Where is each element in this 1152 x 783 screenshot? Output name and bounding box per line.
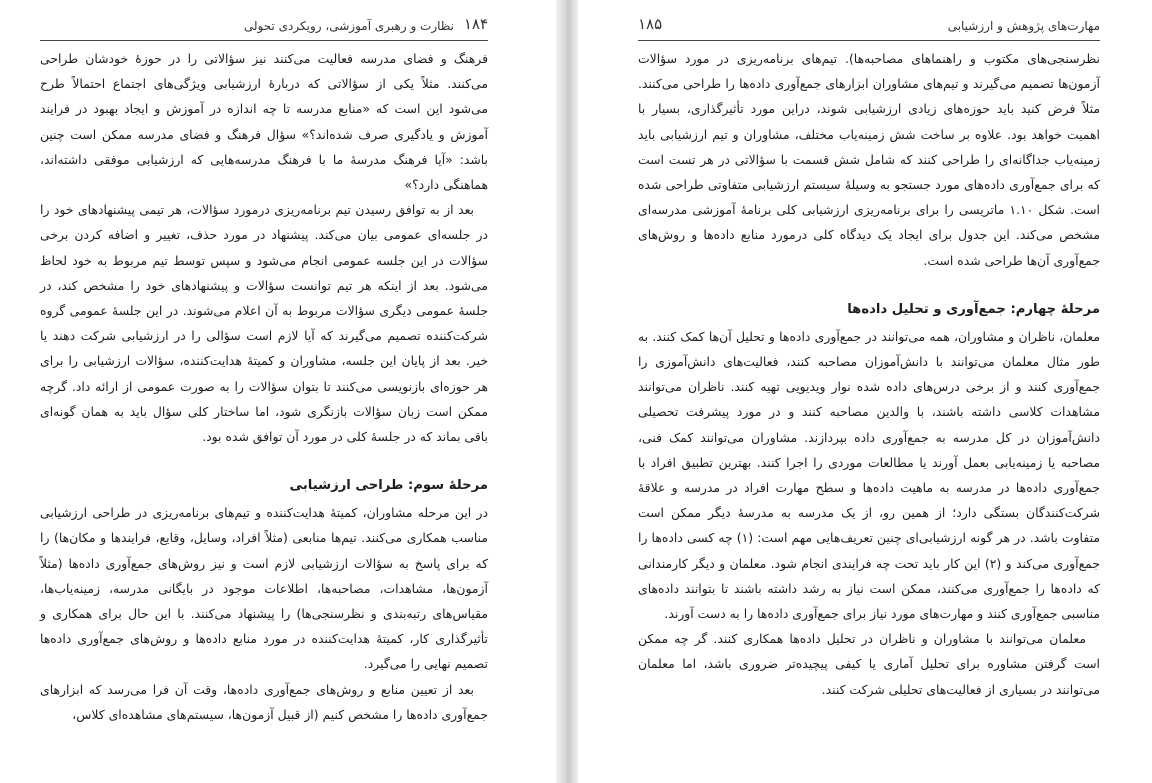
right-page-body — [638, 46, 1100, 702]
right-section-paragraph-2: معلمان می‌توانند با مشاوران و ناظران در تحلیل داده‌ها همکاری کنند. گر چه ممکن است گرفتن مشاوره برای تحلیل آماری یا کیفی پیچیده‌تر ضروری باشد، اما معلمان می‌توانند در بسیاری از فعالیت‌های تحلیلی شرکت کنند. — [638, 631, 1100, 697]
left-page-body — [40, 46, 488, 727]
right-header-rule — [638, 40, 1100, 41]
left-section-paragraph-1: در این مرحله مشاوران، کمیتهٔ هدایت‌کننده و تیم‌های برنامه‌ریزی در طراحی ارزشیابی مناسب همکاری می‌کنند. تیم‌ها منابعی (مثلاً افراد، وسایل، وقایع، فرایندها و مکان‌ها) را که برای پاسخ به سؤالات ارزشیابی لازم است و نیز روش‌های جمع‌آوری داده‌ها (مثلاً آزمون‌ها، مشاهدات، مصاحبه‌ها، اطلاعات موجود در بایگانی مدرسه، زمینه‌یاب‌ها، مقیاس‌های رتبه‌بندی و نظرسنجی‌ها) را پیشنهاد می‌کنند. با این حال برای همکاری و تأثیرگذاری کار، کمیتهٔ هدایت‌کننده در مورد منابع داده‌ها و روش‌های جمع‌آوری داده‌ها تصمیم نهایی را می‌گیرد. — [40, 505, 488, 672]
left-page-number: ۱۸۴ — [463, 15, 488, 33]
right-page — [578, 0, 1152, 783]
book-gutter — [556, 0, 578, 783]
right-paragraph-1: نظرسنجی‌های مکتوب و راهنماهای مصاحبه‌ها). تیم‌های برنامه‌ریزی در مورد سؤالات آزمون‌ها تصمیم می‌گیرند و تیم‌های مشاوران ابزارهای جمع‌آوری داده‌ها را طراحی می‌کنند. مثلاً فرض کنید باید حوزه‌های زیادی ارزشیابی شوند، دراین مورد تأثیرگذاری، بسیار با اهمیت خواهد بود. علاوه بر ساخت شش زمینه‌یاب مختلف، مشاوران و تیم ارزشیابی باید زمینه‌یاب جداگانه‌ای را طراحی کنند که شامل شش قسمت با سؤالاتی در هر تست است که برای جمع‌آوری داده‌های مورد جستجو به وسیلهٔ سیستم ارزشیابی متفاوتی طراحی شده است. شکل ۱.۱۰ ماتریسی را برای برنامه‌ریزی ارزشیابی کلی برنامهٔ آموزشی مدرسه‌ای مشخص می‌کند. این جدول برای ایجاد یک دیدگاه کلی درمورد منابع داده‌ها و روش‌های جمع‌آوری آن‌ها طراحی شده است. — [638, 51, 1101, 268]
left-section-heading: مرحلهٔ سوم: طراحی ارزشیابی — [289, 478, 488, 494]
left-paragraph-2: بعد از به توافق رسیدن تیم برنامه‌ریزی درمورد سؤالات، هر تیمی پیشنهادهای خود را در جلسه‌ای عمومی بیان می‌کند. پیشنهاد در مورد حذف، تغییر و اضافه کردن برخی سؤالات در این جلسه عمومی انجام می‌شود و سپس توسط تیم مربوط به خود لحاظ می‌شود. بعد از اینکه هر تیم توانست سؤالات و پیشنهادهای خود را مشخص کند، در جلسهٔ عمومی دیگری سؤالات مربوط به آن اعلام می‌شوند. در این جلسهٔ عمومی گروه شرکت‌کننده تصمیم می‌گیرند که آیا لازم است سؤالی را در ارزشیابی شرکت دهند یا خیر. بعد از پایان این جلسه، مشاوران و کمیتهٔ هدایت‌کننده، سؤالات ارزشیابی را برای هر حوزه‌ای بازنویسی می‌کنند تا بتوان سؤالات را به صورت عمومی از ارائه داد. گرچه ممکن است زبان سؤالات بازنگری شود، اما ساختار کلی سؤال باید به همان گونه‌ای باقی بماند که در جلسهٔ کلی در مورد آن توافق شده بود. — [40, 202, 488, 445]
left-running-title: نظارت و رهبری آموزشی، رویکردی تحولی — [243, 19, 454, 33]
right-page-header — [638, 14, 1100, 38]
left-page — [0, 0, 556, 783]
right-section-heading: مرحلهٔ چهارم: جمع‌آوری و تحلیل داده‌ها — [847, 301, 1100, 317]
left-header-rule — [40, 40, 488, 41]
left-section-paragraph-2: بعد از تعیین منابع و روش‌های جمع‌آوری داده‌ها، وقت آن فرا می‌رسد که ابزارهای جمع‌آوری داده‌ها را مشخص کنیم (از قبیل آزمون‌ها، سیستم‌های مشاهده‌ای کلاس، — [40, 681, 488, 722]
left-page-header — [40, 14, 488, 38]
right-page-number: ۱۸۵ — [638, 15, 663, 33]
right-section-paragraph-1: معلمان، ناظران و مشاوران، همه می‌توانند در جمع‌آوری داده‌ها و تحلیل آن‌ها کمک کنند. به طور مثال معلمان می‌توانند با دانش‌آموزان مصاحبه کنند، فعالیت‌های دانش‌آموزی را جمع‌آوری کنند و از برخی درس‌های داده شده نوار ویدیویی تهیه کنند. ناظران می‌توانند مشاهدات کلاسی داشته باشند، با والدین مصاحبه کنند و در مورد پیشرفت تحصیلی دانش‌آموزان در کل مدرسه به جمع‌آوری داده بپردازند. مشاوران می‌توانند کمک فنی، مصاحبه یا زمینه‌یابی بعمل آورند یا مطالعات موردی را اجرا کنند. بهترین تطبیق افراد با جمع‌آوری داده‌ها در مدرسه به ماهیت داده‌ها و سطح مهارت افراد در مدرسه و علاقهٔ شرکت‌کنندگان بستگی دارد؛ از همین رو، از یک مدرسه به مدرسهٔ دیگر ممکن است متفاوت باشد. در هر گونه ارزشیابی‌ای چنین تعریف‌هایی مهم است: (۱) چه کسی داده‌ها را جمع‌آوری می‌کند و (۲) این کار باید تحت چه فرایندی انجام شود. معلمان و دیگر کارمندانی که داده‌ها را جمع‌آوری می‌کنند، ممکن است نیاز به رشد داشته باشند تا بتوانند داده‌های مناسبی جمع‌آوری کنند و مهارت‌های مورد نیاز برای جمع‌آوری داده‌ها را به دست آورند. — [638, 328, 1101, 622]
right-running-title: مهارت‌های پژوهش و ارزشیابی — [947, 19, 1100, 33]
left-paragraph-1: فرهنگ و فضای مدرسه فعالیت می‌کنند نیز سؤالاتی را در حوزهٔ خودشان طراحی می‌کنند. مثلاً یکی از سؤالاتی که دربارهٔ ارزشیابی ویژگی‌های اجتماع احتمالاً طرح می‌شود این است که «منابع مدرسه تا چه اندازه در آموزش و ایجاد بهبود در فرایند آموزش و یادگیری صرف شده‌اند؟» سؤال فرهنگ و فضای مدرسه ممکن است چنین باشد: «آیا فرهنگ مدرسهٔ ما با فرهنگ مدرسه‌هایی که ارزشیابی موفقی داشته‌اند، هماهنگی دارد؟» — [40, 51, 488, 193]
